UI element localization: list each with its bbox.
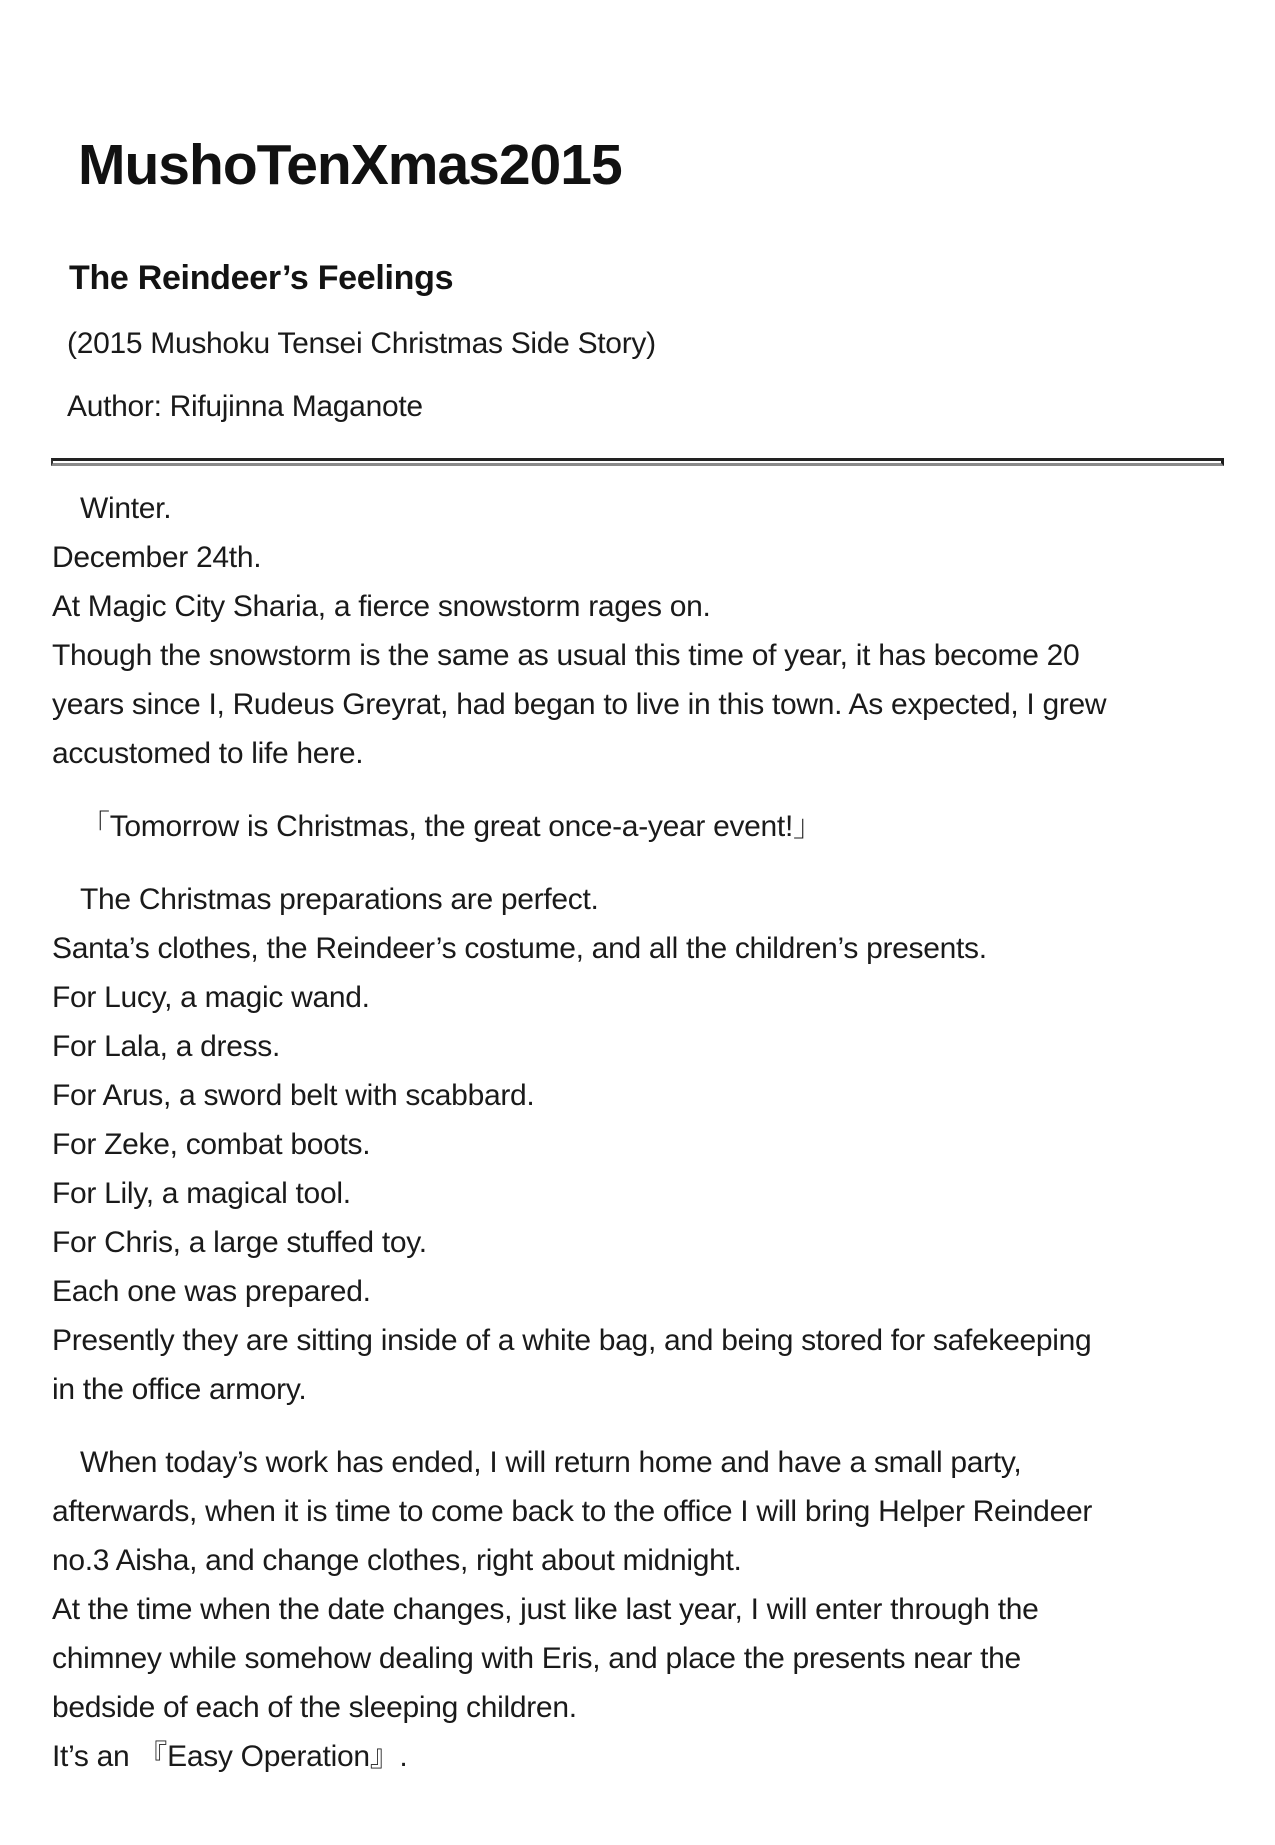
section-divider-rule: [51, 458, 1224, 466]
text-line: For Chris, a large stuffed toy.: [52, 1226, 427, 1259]
text-line: in the office armory.: [52, 1373, 307, 1406]
text-line: years since I, Rudeus Greyrat, had began to live in this town. As expected, I grew: [52, 688, 1107, 721]
document-title: MushoTenXmas2015: [78, 133, 622, 198]
text-line: December 24th.: [52, 541, 262, 574]
text-line: chimney while somehow dealing with Eris, and place the presents near the: [52, 1642, 1021, 1675]
text-line: For Arus, a sword belt with scabbard.: [52, 1079, 535, 1112]
text-line: It’s an 『Easy Operation』.: [52, 1740, 408, 1773]
text-line: For Lala, a dress.: [52, 1030, 281, 1063]
text-line: Each one was prepared.: [52, 1275, 371, 1308]
paragraph: [52, 484, 1275, 778]
paragraph: [52, 802, 1275, 851]
story-subnote: (2015 Mushoku Tensei Christmas Side Story): [67, 327, 656, 360]
text-line: Winter.: [80, 492, 172, 525]
text-line: At the time when the date changes, just like last year, I will enter through the: [52, 1593, 1039, 1626]
text-line: The Christmas preparations are perfect.: [80, 883, 599, 916]
text-line: Santa’s clothes, the Reindeer’s costume, and all the children’s presents.: [52, 932, 987, 965]
text-line: 「Tomorrow is Christmas, the great once-a-year event!」: [80, 810, 823, 843]
author-line: Author: Rifujinna Maganote: [67, 390, 423, 423]
document-body: [52, 484, 1275, 1781]
paragraph: [52, 875, 1275, 1414]
text-line: afterwards, when it is time to come back to the office I will bring Helper Reindeer: [52, 1495, 1093, 1528]
text-line: no.3 Aisha, and change clothes, right about midnight.: [52, 1544, 742, 1577]
text-line: Though the snowstorm is the same as usual this time of year, it has become 20: [52, 639, 1080, 672]
text-line: For Lucy, a magic wand.: [52, 981, 370, 1014]
text-line: Presently they are sitting inside of a white bag, and being stored for safekeeping: [52, 1324, 1092, 1357]
text-line: accustomed to life here.: [52, 737, 364, 770]
story-title: The Reindeer’s Feelings: [69, 259, 454, 298]
text-line: For Zeke, combat boots.: [52, 1128, 371, 1161]
text-line: When today’s work has ended, I will return home and have a small party,: [80, 1446, 1022, 1479]
text-line: At Magic City Sharia, a fierce snowstorm rages on.: [52, 590, 711, 623]
paragraph: [52, 1438, 1275, 1781]
text-line: For Lily, a magical tool.: [52, 1177, 351, 1210]
text-line: bedside of each of the sleeping children.: [52, 1691, 577, 1724]
